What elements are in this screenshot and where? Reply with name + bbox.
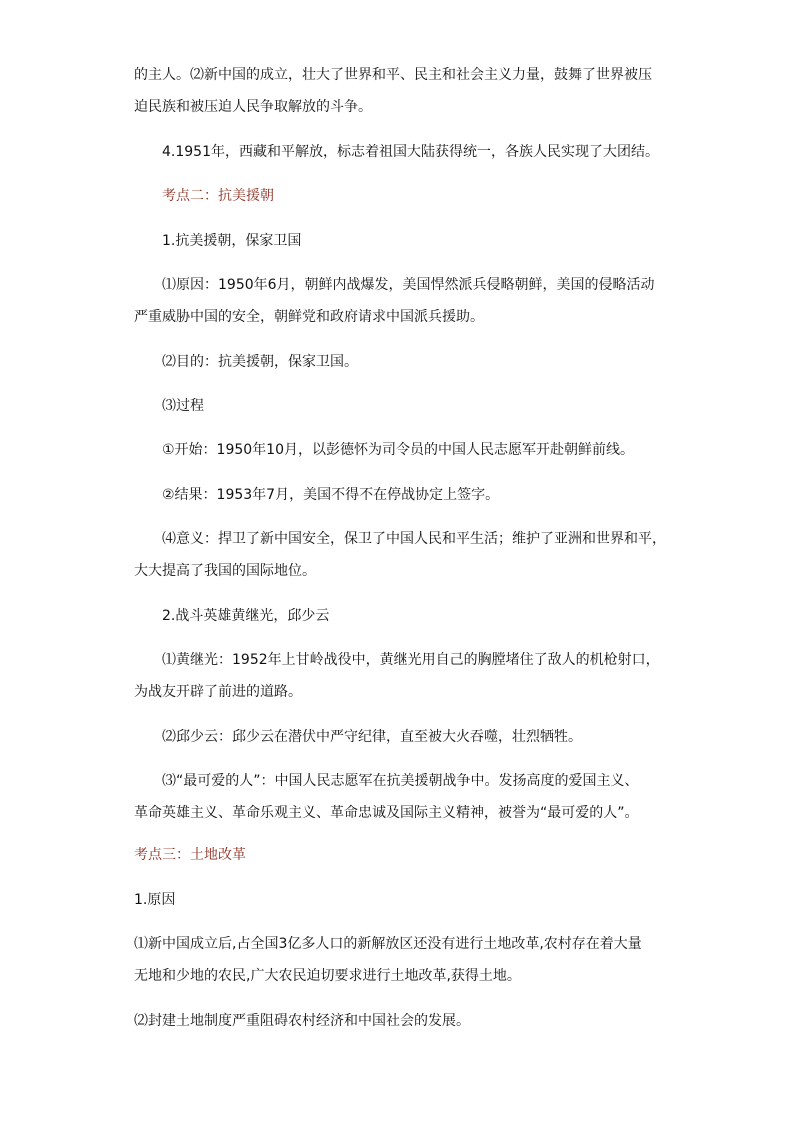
body-text-line: 迫民族和被压迫人民争取解放的斗争。: [134, 99, 372, 115]
body-text-line: 大大提高了我国的国际地位。: [134, 563, 316, 579]
body-text-line: ①开始：1950年10月，以彭德怀为司令员的中国人民志愿军开赴朝鲜前线。: [162, 442, 634, 458]
body-text-line: ⑷意义：捍卫了新中国安全，保卫了中国人民和平生活；维护了亚洲和世界和平，: [162, 531, 666, 547]
body-text-line: ⑴新中国成立后,占全国3亿多人口的新解放区还没有进行土地改革,农村存在着大量: [134, 936, 642, 952]
body-text-line: ⑶过程: [162, 398, 204, 414]
body-text-line: ⑵封建土地制度严重阻碍农村经济和中国社会的发展。: [134, 1013, 470, 1029]
body-text-line: 革命英雄主义、革命乐观主义、革命忠诚及国际主义精神，被誉为“最可爱的人”。: [134, 805, 639, 821]
body-text-line: 严重威胁中国的安全，朝鲜党和政府请求中国派兵援助。: [134, 309, 484, 325]
section-heading-3: 考点三：土地改革: [134, 847, 246, 863]
body-text-line: 的主人。⑵新中国的成立，壮大了世界和平、民主和社会主义力量，鼓舞了世界被压: [134, 67, 652, 83]
subheading: 1.原因: [134, 892, 176, 908]
subheading: 2.战斗英雄黄继光，邱少云: [162, 608, 330, 624]
body-text-line: 无地和少地的农民,广大农民迫切要求进行土地改革,获得土地。: [134, 968, 521, 984]
body-text-line: ②结果：1953年7月，美国不得不在停战协定上签字。: [162, 487, 500, 503]
section-heading-2: 考点二：抗美援朝: [162, 188, 274, 204]
body-text-line: ⑴原因：1950年6月，朝鲜内战爆发，美国悍然派兵侵略朝鲜，美国的侵略活动: [162, 277, 655, 293]
subheading: 1.抗美援朝，保家卫国: [162, 233, 302, 249]
body-text-line: ⑶“最可爱的人”：中国人民志愿军在抗美援朝战争中。发扬高度的爱国主义、: [162, 773, 639, 789]
body-text-line: ⑴黄继光：1952年上甘岭战役中，黄继光用自己的胸膛堵住了敌人的机枪射口，: [162, 652, 660, 668]
body-text-line: 为战友开辟了前进的道路。: [134, 684, 302, 700]
body-text-line: ⑵邱少云：邱少云在潜伏中严守纪律，直至被大火吞噬，壮烈牺牲。: [162, 729, 582, 745]
body-text-line: ⑵目的：抗美援朝，保家卫国。: [162, 354, 358, 370]
body-text-line: 4.1951年，西藏和平解放，标志着祖国大陆获得统一，各族人民实现了大团结。: [162, 144, 659, 160]
